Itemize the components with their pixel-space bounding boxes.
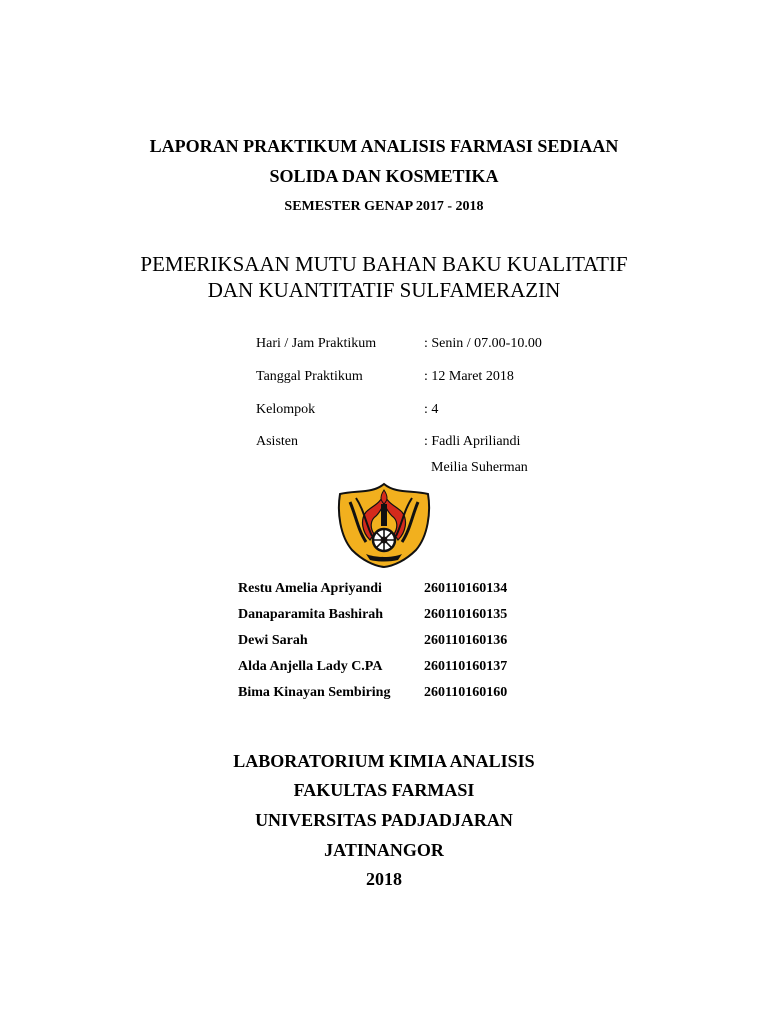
member-nim: 260110160135: [424, 607, 508, 622]
university-name: UNIVERSITAS PADJADJARAN: [255, 810, 513, 830]
laboratory-name: LABORATORIUM KIMIA ANALISIS: [233, 751, 535, 771]
member-name: Restu Amelia Apriyandi: [238, 581, 382, 596]
padjadjaran-university-emblem-icon: [336, 482, 432, 568]
member-nim: 260110160160: [424, 685, 508, 700]
info-value-group: : 4: [424, 402, 439, 417]
info-label-date: Tanggal Praktikum: [256, 369, 363, 384]
member-nim: 260110160137: [424, 659, 508, 674]
info-label-schedule: Hari / Jam Praktikum: [256, 336, 377, 351]
member-nim: 260110160134: [424, 581, 508, 596]
info-value-schedule: : Senin / 07.00-10.00: [424, 336, 542, 351]
member-name: Bima Kinayan Sembiring: [238, 685, 391, 700]
semester-label: SEMESTER GENAP 2017 - 2018: [284, 199, 484, 214]
info-value-assistant: : Fadli Apriliandi: [424, 434, 521, 449]
info-value-date: : 12 Maret 2018: [424, 369, 514, 384]
info-label-assistant: Asisten: [256, 434, 298, 449]
member-nim: 260110160136: [424, 633, 508, 648]
experiment-title-line-2: DAN KUANTITATIF SULFAMERAZIN: [207, 278, 561, 302]
city-name: JATINANGOR: [324, 840, 444, 860]
faculty-name: FAKULTAS FARMASI: [293, 780, 475, 800]
report-title-line-1: LAPORAN PRAKTIKUM ANALISIS FARMASI SEDIAAN: [149, 136, 619, 156]
year: 2018: [366, 869, 402, 889]
member-name: Danaparamita Bashirah: [238, 607, 384, 622]
report-title-line-2: SOLIDA DAN KOSMETIKA: [269, 166, 499, 186]
experiment-title-line-1: PEMERIKSAAN MUTU BAHAN BAKU KUALITATIF: [140, 252, 628, 276]
member-name: Alda Anjella Lady C.PA: [238, 659, 383, 674]
member-name: Dewi Sarah: [238, 633, 308, 648]
info-value-assistant-2: Meilia Suherman: [431, 460, 528, 475]
info-label-group: Kelompok: [256, 402, 316, 417]
